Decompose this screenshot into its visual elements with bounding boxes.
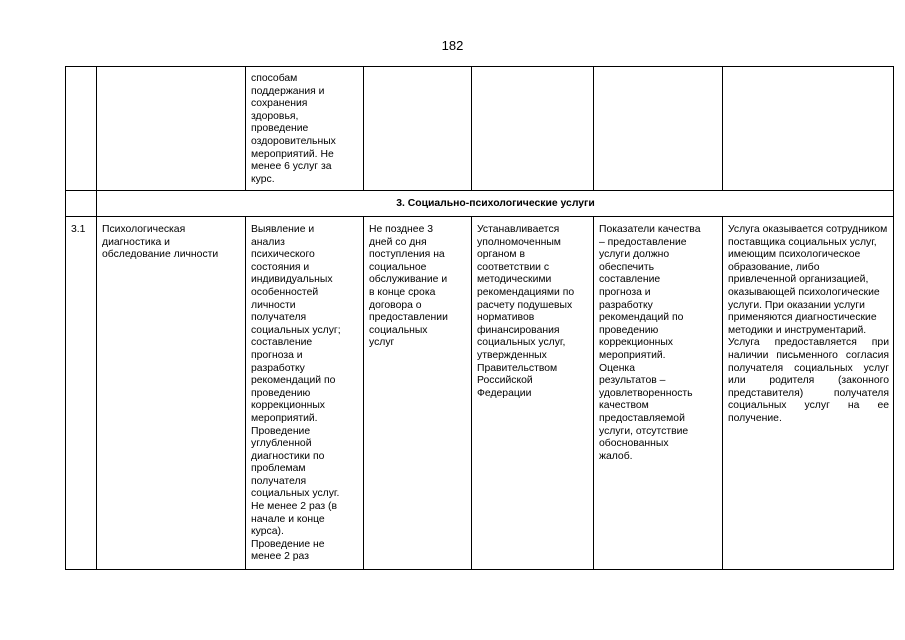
cell-num [66, 67, 97, 191]
table-row-continuation [66, 67, 894, 191]
services-table [65, 66, 894, 570]
cell-name: Психологическая диагностика и обследование личности [97, 217, 246, 570]
cell-term: Не позднее 3 дней со дня поступления на социальное обслуживание и в конце срока договора о предоставлении социальных услуг [364, 217, 472, 570]
conditions-paragraph-1: Услуга оказывается сотрудником поставщика социальных услуг, имеющим психологическое образование, либо привлеченной организацией, оказывающей психологические услуги. При оказании услуги применяются диагностические методики и инструментарий. [728, 224, 888, 336]
cell-financing: Устанавливается уполномоченным органом в соответствии с методическими рекомендациями по расчету подушевых нормативов финансирования социальных услуг, утвержденных Правительством Российской Федерации [472, 217, 594, 570]
cell-quality: Показатели качества – предоставление услуги должно обеспечить составление прогноза и разработку рекомендаций по проведению коррекционных мероприятий. Оценка результатов – удовлетворенность качеством предоставляемой услуги, отсутствие обоснованных жалоб. [594, 217, 723, 570]
cell-financing [472, 67, 594, 191]
cell-quality [594, 67, 723, 191]
cell-num: 3.1 [66, 217, 97, 570]
cell-content: Выявление и анализ психического состояния и индивидуальных особенностей личности получателя социальных услуг; составление прогноза и разработку рекомендаций по проведению коррекционных мероприятий. Проведение углубленной диагностики по проблемам получателя социальных услуг. Не менее 2 раз (в начале и конце курса). Проведение не менее 2 раз [246, 217, 364, 570]
section-title: 3. Социально-психологические услуги [97, 191, 894, 217]
cell-content: способам поддержания и сохранения здоровья, проведение оздоровительных мероприятий. Не менее 6 услуг за курс. [246, 67, 364, 191]
cell-name [97, 67, 246, 191]
cell-num [66, 191, 97, 217]
table-row-section [66, 191, 894, 217]
cell-conditions [723, 217, 894, 570]
table-row-3-1 [66, 217, 894, 570]
cell-term [364, 67, 472, 191]
conditions-paragraph-2: Услуга предоставляется при наличии письменного согласия получателя социальных услуг или родителя (законного представителя) получателя социальных услуг на ее получение. [728, 337, 889, 424]
page-number: 182 [441, 38, 464, 53]
cell-conditions [723, 67, 894, 191]
